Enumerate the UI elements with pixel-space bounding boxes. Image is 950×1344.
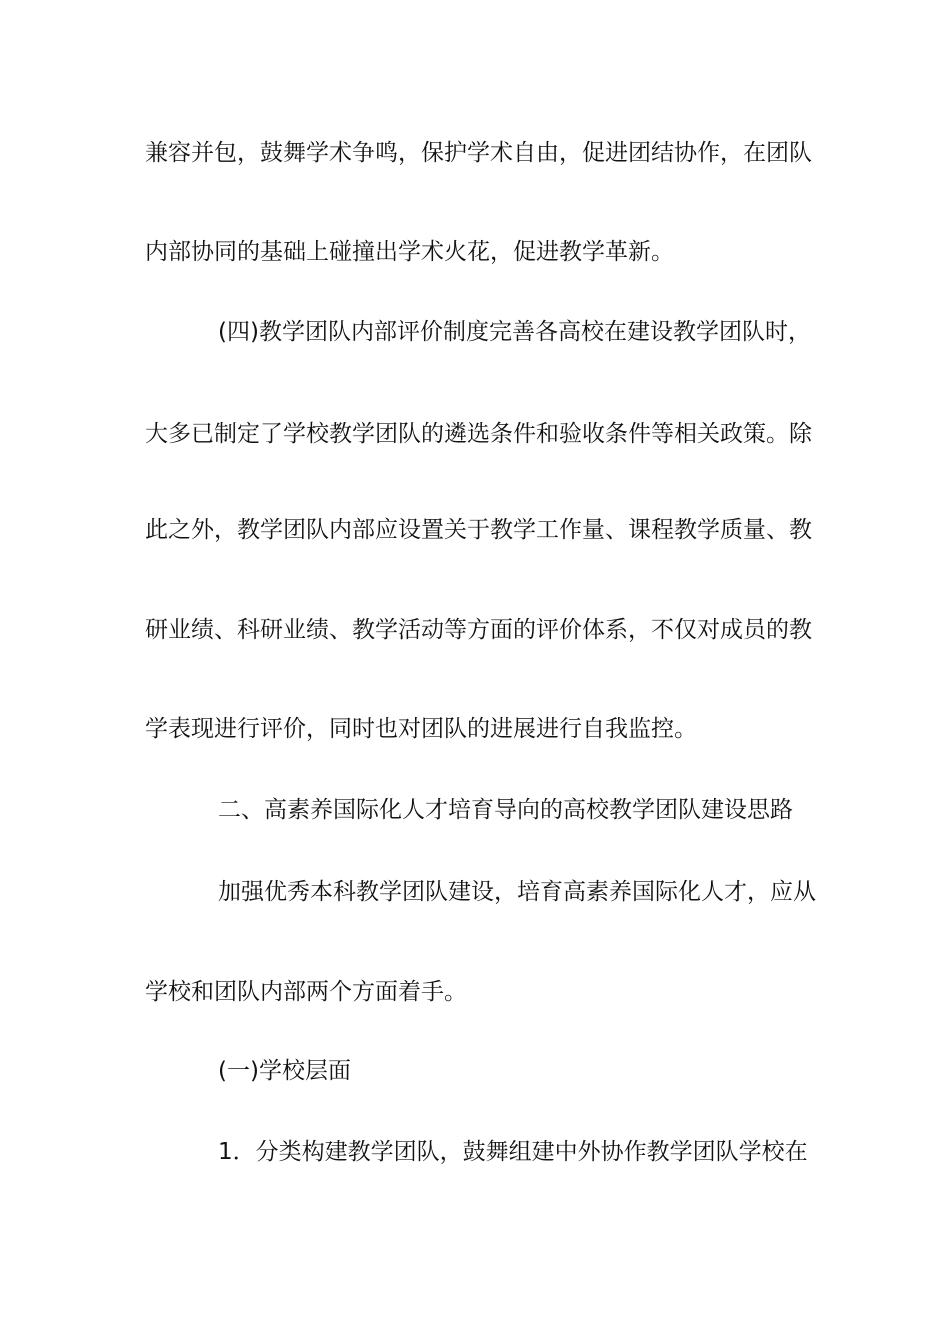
text-line-7: 学表现进行评价，同时也对团队的进展进行自我监控。 (145, 716, 697, 742)
text-line-9: 加强优秀本科教学团队建设，培育高素养国际化人才，应从 (218, 879, 816, 905)
section-heading: 二、高素养国际化人才培育导向的高校教学团队建设思路 (218, 797, 793, 823)
subsection-heading: (一)学校层面 (218, 1058, 351, 1084)
text-line-5: 此之外，教学团队内部应设置关于教学工作量、课程教学质量、教 (145, 517, 812, 543)
text-line-4: 大多已制定了学校教学团队的遴选条件和验收条件等相关政策。除 (145, 421, 812, 447)
text-line-3: (四)教学团队内部评价制度完善各高校在建设教学团队时， (218, 319, 811, 345)
text-line-12: 1．分类构建教学团队，鼓舞组建中外协作教学团队学校在 (218, 1139, 808, 1165)
text-line-6: 研业绩、科研业绩、教学活动等方面的评价体系，不仅对成员的教 (145, 617, 812, 643)
text-line-2: 内部协同的基础上碰撞出学术火花，促进教学革新。 (145, 239, 674, 265)
text-line-1: 兼容并包，鼓舞学术争鸣，保护学术自由，促进团结协作，在团队 (145, 140, 812, 166)
text-line-10: 学校和团队内部两个方面着手。 (145, 979, 467, 1005)
